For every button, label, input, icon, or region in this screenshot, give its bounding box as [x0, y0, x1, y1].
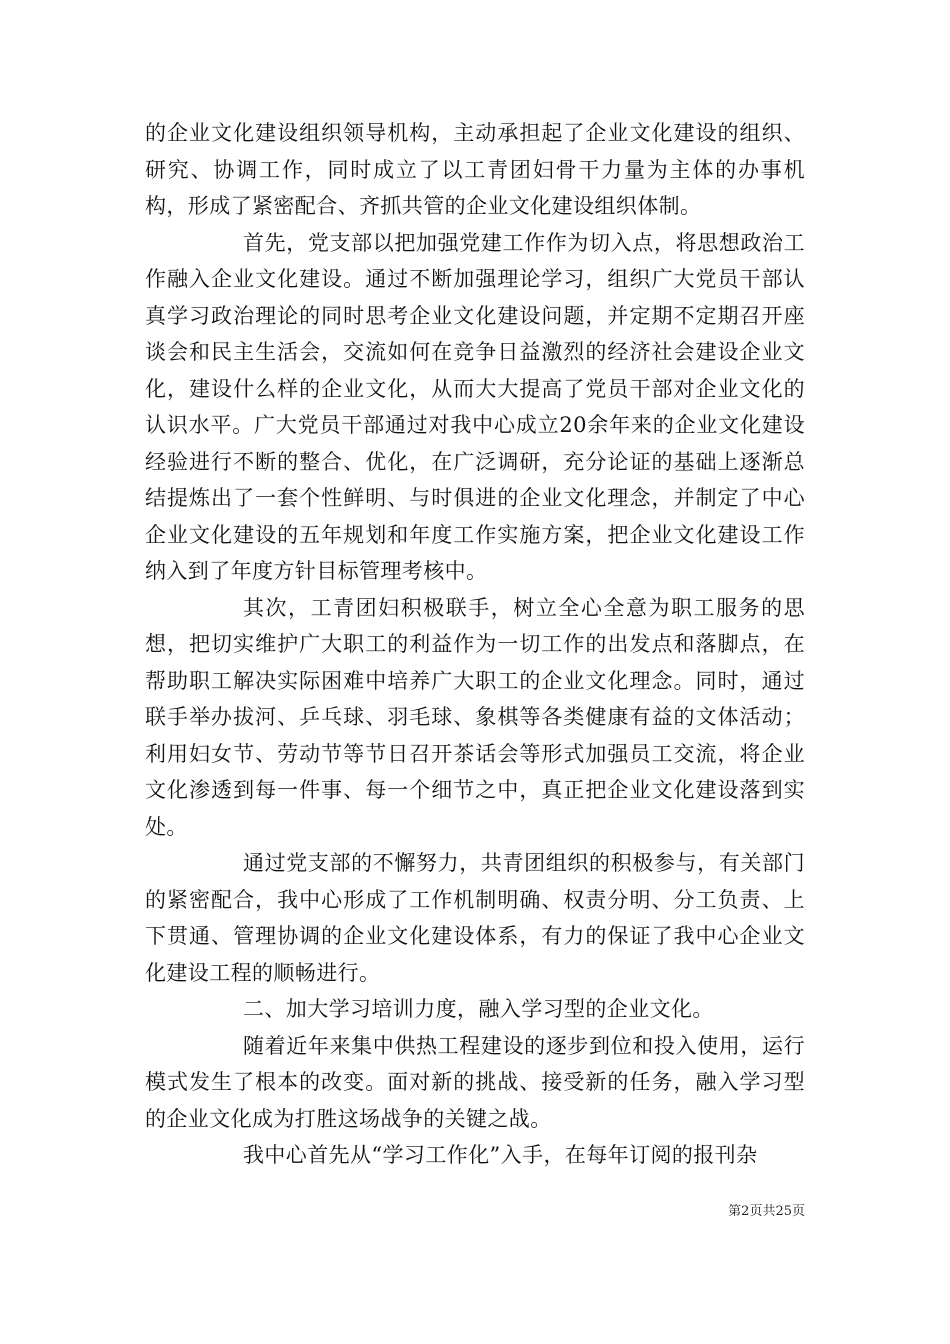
paragraph-party-branch: 首先，党支部以把加强党建工作作为切入点，将思想政治工作融入企业文化建设。通过不断加强理论学习，组织广大党员干部认真学习政治理论的同时思考企业文化建设问题，并定期不定期召开座谈会和民主生活会，交流如何在竞争日益激烈的经济社会建设企业文化，建设什么样的企业文化，从而大大提高了党员干部对企业文化的认识水平。广大党员干部通过对我中心成立20余年来的企业文化建设经验进行不断的整合、优化，在广泛调研，充分论证的基础上逐渐总结提炼出了一套个性鲜明、与时俱进的企业文化理念，并制定了中心企业文化建设的五年规划和年度工作实施方案，把企业文化建设工作纳入到了年度方针目标管理考核中。 [145, 230, 805, 583]
body-text [145, 115, 805, 1174]
page-number-footer: 第2页共25页 [728, 1204, 805, 1219]
section-heading-learning: 二、加大学习培训力度，融入学习型的企业文化。 [243, 997, 714, 1021]
paragraph-continuation: 的企业文化建设组织领导机构，主动承担起了企业文化建设的组织、研究、协调工作，同时成立了以工青团妇骨干力量为主体的办事机构，形成了紧密配合、齐抓共管的企业文化建设组织体制。 [145, 121, 805, 218]
paragraph-system-formed: 通过党支部的不懈努力，共青团组织的积极参与，有关部门的紧密配合，我中心形成了工作机制明确、权责分明、分工负责、上下贯通、管理协调的企业文化建设体系，有力的保证了我中心企业文化建设工程的顺畅进行。 [145, 851, 805, 985]
paragraph-new-challenges: 随着近年来集中供热工程建设的逐步到位和投入使用，运行模式发生了根本的改变。面对新的挑战、接受新的任务，融入学习型的企业文化成为打胜这场战争的关键之战。 [145, 1033, 805, 1131]
paragraph-union-league: 其次，工青团妇积极联手，树立全心全意为职工服务的思想，把切实维护广大职工的利益作为一切工作的出发点和落脚点，在帮助职工解决实际困难中培养广大职工的企业文化理念。同时，通过联手举办拔河、乒乓球、羽毛球、象棋等各类健康有益的文体活动；利用妇女节、劳动节等节日召开茶话会等形式加强员工交流，将企业文化渗透到每一件事、每一个细节之中，真正把企业文化建设落到实处。 [145, 595, 805, 839]
paragraph-learning-work: 我中心首先从“学习工作化”入手，在每年订阅的报刊杂 [243, 1143, 758, 1167]
